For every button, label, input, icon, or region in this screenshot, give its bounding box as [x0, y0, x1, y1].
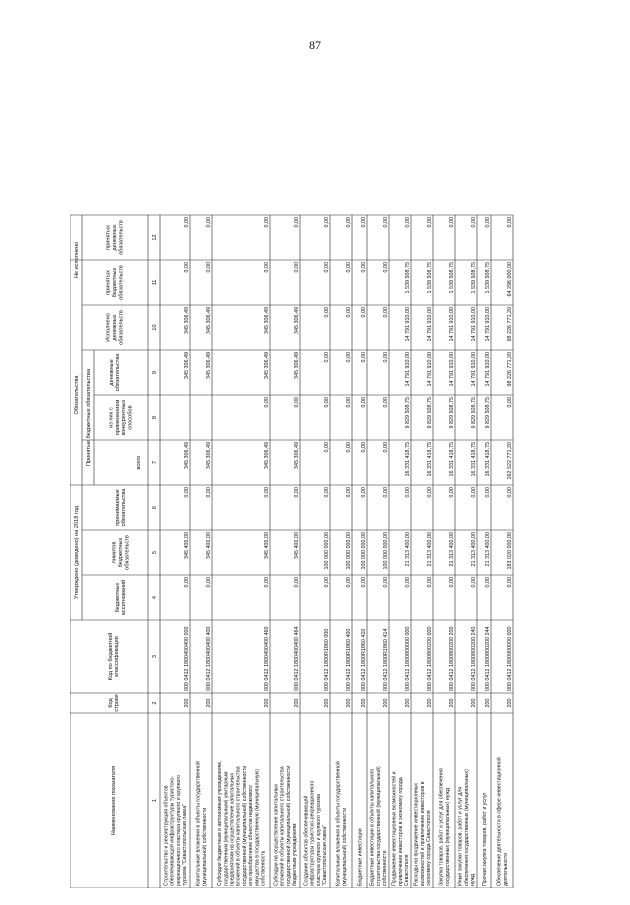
- row-0-name: Строительство и реконструкция объектовобеспечивающей инфраструктуры туристско-рекреационного кластера крупного и крупноготуризма "Севастопольская лавка": [163, 774, 189, 886]
- row-2-c5: 345 400,00: [263, 532, 270, 559]
- group-approved-header: Утверждено (доведено) на 2018 год: [74, 505, 80, 600]
- col-ne-monetary-header: принятыхденежныхобязательств: [105, 220, 125, 255]
- col-total-header: всего: [136, 455, 142, 470]
- column-number-7: 7: [152, 460, 158, 465]
- row-8-c5: 21 313 400,00: [404, 532, 411, 567]
- row-4-line-code: 200: [323, 698, 330, 708]
- row-8-c12: 0,00: [404, 217, 411, 228]
- row-8-c7: 16 331 418,75: [404, 442, 411, 477]
- row-12-c9: 14 791 910,00: [484, 352, 491, 387]
- row-4-budget-code: 000 0412 1800R1860 000: [323, 628, 330, 691]
- row-11-name: Иные закупки товаров, работ и услуг дляобеспечения государственных (муниципальных)нужд: [457, 769, 476, 886]
- col-competitive-header: из них сприменениемконкурентныхспособов: [108, 399, 134, 436]
- row-4-c12: 0,00: [323, 217, 330, 228]
- row-10-c7: 16 331 418,75: [448, 442, 455, 477]
- row-3-c9: 345 306,49: [293, 352, 300, 379]
- row-2-c10: 345 306,49: [263, 307, 270, 334]
- row-13-budget-code: 000 0412 1800900000 000: [506, 626, 513, 691]
- row-7-name: Бюджетные инвестиции в объекты капитальногостроительства государственной (муниципальной)собственности: [369, 766, 388, 886]
- row-7-c12: 0,00: [382, 217, 389, 228]
- row-13-c11: 64 296 000,00: [506, 262, 513, 297]
- row-3-c6: 0,00: [293, 487, 300, 498]
- row-4-c7: 0,00: [323, 442, 330, 453]
- row-5-line-code: 200: [345, 698, 352, 708]
- row-1-budget-code: 000 0412 1800400400 400: [205, 626, 212, 691]
- row-11-c8: 9 829 508,75: [470, 397, 477, 429]
- row-8-c8: 9 829 508,75: [404, 397, 411, 429]
- row-2-name: Субсидии бюджетным и автономным учреждениям,государственным (муниципальным) унитарнымпредприятиям на осуществление капитальныхвложений в объекты капитального строительствагосударственной (муниципальной) собственностиили приобретение объектов недвижимогоимущества в государственную (муниципальную)собственность: [217, 761, 267, 886]
- row-4-c11: 0,00: [323, 262, 330, 273]
- column-number-2: 2: [152, 701, 158, 705]
- row-12-c5: 21 313 400,00: [484, 532, 491, 567]
- row-13-c10: 98 226 771,20: [506, 307, 513, 342]
- row-4-c5: 100 000 000,00: [323, 532, 330, 570]
- row-1-line-code: 200: [205, 698, 212, 708]
- row-5-c7: 0,00: [345, 442, 352, 453]
- row-4-c9: 0,00: [323, 352, 330, 363]
- row-9-c12: 0,00: [426, 217, 433, 228]
- row-0-c4: 0,00: [183, 577, 190, 588]
- row-5-c12: 0,00: [345, 217, 352, 228]
- row-7-c4: 0,00: [382, 577, 389, 588]
- row-13-c4: 0,00: [506, 577, 513, 588]
- column-number-12: 12: [152, 234, 158, 241]
- row-10-c10: 14 791 910,00: [448, 307, 455, 342]
- row-9-c5: 21 313 400,00: [426, 532, 433, 567]
- column-number-6: 6: [152, 505, 158, 510]
- row-12-c11: 1 539 508,75: [484, 262, 491, 294]
- row-3-c11: 0,00: [293, 262, 300, 273]
- row-2-c8: 0,00: [263, 397, 270, 408]
- row-6-line-code: 200: [360, 698, 367, 708]
- row-12-c12: 0,00: [484, 217, 491, 228]
- row-9-c6: 0,00: [426, 487, 433, 498]
- row-4-c6: 0,00: [323, 487, 330, 498]
- row-6-c12: 0,00: [360, 217, 367, 228]
- row-6-c9: 0,00: [360, 352, 367, 363]
- row-11-c4: 0,00: [470, 577, 477, 588]
- row-10-c11: 1 539 508,75: [448, 262, 455, 294]
- row-12-budget-code: 000 0412 1800800200 244: [484, 626, 491, 691]
- report-table-rotated: [70, 68, 550, 888]
- row-8-line-code: 200: [404, 698, 411, 708]
- row-11-budget-code: 000 0412 1800800200 240: [470, 626, 477, 691]
- column-number-8: 8: [152, 415, 158, 420]
- row-6-budget-code: 000 0412 1800R1860 410: [360, 628, 367, 691]
- row-2-line-code: 200: [263, 698, 270, 708]
- row-8-name: Продвижение инвестиционных возможностей ипривлечение инвесторов в экономику городаСевастополя: [391, 771, 410, 886]
- row-11-c11: 1 539 508,75: [470, 262, 477, 294]
- row-9-c10: 14 791 910,00: [426, 307, 433, 342]
- row-11-line-code: 200: [470, 698, 477, 708]
- row-1-c6: 0,00: [205, 487, 212, 498]
- col-code-line-header: Кодстроки: [107, 694, 121, 712]
- row-11-c6: 0,00: [470, 487, 477, 498]
- row-5-c8: 0,00: [345, 397, 352, 408]
- row-12-c4: 0,00: [484, 577, 491, 588]
- row-11-c12: 0,00: [470, 217, 477, 228]
- row-0-c6: 0,00: [183, 487, 190, 498]
- row-6-c8: 0,00: [360, 397, 367, 408]
- row-12-name: Прочая закупка товаров, работ и услуг: [481, 792, 488, 886]
- row-11-c10: 14 791 910,00: [470, 307, 477, 342]
- row-6-c5: 100 000 000,00: [360, 532, 367, 570]
- row-9-c8: 9 829 508,75: [426, 397, 433, 429]
- row-2-c11: 0,00: [263, 262, 270, 273]
- row-5-c11: 0,00: [345, 262, 352, 273]
- group-not-executed-header: Не исполнено: [74, 241, 80, 279]
- row-5-c4: 0,00: [345, 577, 352, 588]
- row-12-c10: 14 791 910,00: [484, 307, 491, 342]
- row-0-line-code: 200: [183, 698, 190, 708]
- row-10-c12: 0,00: [448, 217, 455, 228]
- row-5-c6: 0,00: [345, 487, 352, 498]
- row-5-c10: 0,00: [345, 307, 352, 318]
- row-9-c7: 16 331 418,75: [426, 442, 433, 477]
- row-7-c5: 100 000 000,00: [382, 532, 389, 570]
- row-7-c7: 0,00: [382, 442, 389, 453]
- row-6-name: Бюджетные инвестиции: [357, 828, 364, 886]
- row-13-c8: 0,00: [506, 397, 513, 408]
- row-3-line-code: 200: [293, 698, 300, 708]
- row-3-c10: 345 306,49: [293, 307, 300, 334]
- col-ne-budget-header: принятыхбюджетныхобязательств: [105, 265, 125, 300]
- row-7-c11: 0,00: [382, 262, 389, 273]
- row-2-c12: 0,00: [263, 217, 270, 228]
- row-10-c5: 21 313 400,00: [448, 532, 455, 567]
- row-7-c9: 0,00: [382, 352, 389, 363]
- row-6-c7: 0,00: [360, 442, 367, 453]
- row-7-c6: 0,00: [382, 487, 389, 498]
- row-3-budget-code: 000 0412 1800400400 464: [293, 626, 300, 691]
- row-8-c4: 0,00: [404, 577, 411, 588]
- row-1-c4: 0,00: [205, 577, 212, 588]
- row-0-c12: 0,00: [183, 217, 190, 228]
- column-number-11: 11: [152, 279, 158, 286]
- row-10-c4: 0,00: [448, 577, 455, 588]
- col-accepted-header: принимаемыеобязательства: [114, 488, 128, 527]
- page-number: 87: [309, 38, 321, 52]
- row-5-name: Капитальные вложения в объекты государственной(муниципальной) собственности: [335, 761, 348, 886]
- row-9-name: Расходы на продвижение инвестиционныхвозможностей и привлечение инвесторов вэкономику города Севастополя: [413, 781, 432, 886]
- row-4-c8: 0,00: [323, 397, 330, 408]
- row-0-c10: 345 306,49: [183, 307, 190, 334]
- row-7-line-code: 200: [382, 698, 389, 708]
- row-5-c9: 0,00: [345, 352, 352, 363]
- row-3-c7: 345 306,49: [293, 442, 300, 469]
- col-budget-code-header: Код по бюджетнойклассификации: [107, 632, 121, 681]
- row-1-c10: 345 306,49: [205, 307, 212, 334]
- row-11-c5: 21 313 400,00: [470, 532, 477, 567]
- column-number-10: 10: [152, 324, 158, 331]
- row-10-name: Закупка товаров, работ и услуг для обеспечениягосударственных (муниципальных) нужд: [438, 768, 451, 886]
- row-8-c11: 1 539 508,75: [404, 262, 411, 294]
- row-9-c11: 1 539 508,75: [426, 262, 433, 294]
- row-5-budget-code: 000 0412 1800R1860 400: [345, 628, 352, 691]
- row-10-c6: 0,00: [448, 487, 455, 498]
- row-12-c7: 16 331 418,75: [484, 442, 491, 477]
- row-0-c9: 345 306,49: [183, 352, 190, 379]
- row-8-c6: 0,00: [404, 487, 411, 498]
- col-budget-alloc-header: бюджетныхассигнований: [114, 579, 128, 616]
- group-obligations-header: Обязательства: [74, 375, 80, 415]
- row-7-budget-code: 000 0412 1800R1860 414: [382, 628, 389, 691]
- row-1-c12: 0,00: [205, 217, 212, 228]
- row-10-line-code: 200: [448, 698, 455, 708]
- column-number-4: 4: [152, 595, 158, 600]
- row-13-c5: 183 020 000,00: [506, 532, 513, 570]
- row-1-name: Капитальные вложения в объекты государственной(муниципальной) собственности: [195, 761, 208, 886]
- group-accepted-budget-header: Принятые бюджетные обязательства: [86, 369, 92, 466]
- row-0-c5: 345 400,00: [183, 532, 190, 559]
- row-6-c11: 0,00: [360, 262, 367, 273]
- obligations-table: [70, 68, 550, 888]
- row-12-c8: 9 829 508,75: [484, 397, 491, 429]
- row-0-c11: 0,00: [183, 262, 190, 273]
- row-0-budget-code: 000 0412 1800400400 000: [183, 626, 190, 691]
- row-10-c8: 9 829 508,75: [448, 397, 455, 429]
- row-2-budget-code: 000 0412 1800400400 460: [263, 626, 270, 691]
- row-1-c7: 345 306,49: [205, 442, 212, 469]
- row-4-c4: 0,00: [323, 577, 330, 588]
- row-10-c9: 14 791 910,00: [448, 352, 455, 387]
- col-name-header: Наименование показателя: [111, 765, 117, 836]
- column-number-9: 9: [152, 370, 158, 375]
- row-3-c8: 0,00: [293, 397, 300, 408]
- row-6-c10: 0,00: [360, 307, 367, 318]
- col-monetary-header: денежныеобязательства: [108, 353, 122, 392]
- row-12-line-code: 200: [484, 698, 491, 708]
- row-12-c6: 0,00: [484, 487, 491, 498]
- row-2-c4: 0,00: [263, 577, 270, 588]
- row-6-c4: 0,00: [360, 577, 367, 588]
- row-9-c9: 14 791 910,00: [426, 352, 433, 387]
- column-number-1: 1: [152, 798, 158, 803]
- row-5-c5: 100 000 000,00: [345, 532, 352, 570]
- row-9-line-code: 200: [426, 698, 433, 708]
- row-1-c11: 0,00: [205, 262, 212, 273]
- row-13-line-code: 200: [506, 698, 513, 708]
- row-1-c9: 345 306,49: [205, 352, 212, 379]
- row-3-c4: 0,00: [293, 577, 300, 588]
- column-number-3: 3: [152, 654, 158, 659]
- row-9-c4: 0,00: [426, 577, 433, 588]
- row-2-c9: 345 306,49: [263, 352, 270, 379]
- row-7-c8: 0,00: [382, 397, 389, 408]
- row-8-c10: 14 791 910,00: [404, 307, 411, 342]
- row-4-c10: 0,00: [323, 307, 330, 318]
- row-8-budget-code: 000 0412 1800800000 000: [404, 626, 411, 691]
- row-2-c6: 0,00: [263, 487, 270, 498]
- row-13-name: Обеспечение деятельности в сфере инвестиционнойдеятельности: [496, 757, 509, 886]
- row-9-budget-code: 000 0412 1800800200 000: [426, 626, 433, 691]
- row-0-c7: 345 306,49: [183, 442, 190, 469]
- row-3-c12: 0,00: [293, 217, 300, 228]
- row-3-c5: 345 400,00: [293, 532, 300, 559]
- row-7-c10: 0,00: [382, 307, 389, 318]
- row-11-c7: 16 331 418,75: [470, 442, 477, 477]
- row-1-c5: 345 400,00: [205, 532, 212, 559]
- row-13-c7: 162 522 771,20: [506, 442, 513, 480]
- row-13-c12: 0,00: [506, 217, 513, 228]
- row-8-c9: 14 791 910,00: [404, 352, 411, 387]
- col-executed-header: Исполненоденежныхобязательств: [105, 310, 125, 345]
- col-limits-header: лимитовбюджетныхобязательств: [111, 535, 131, 570]
- row-6-c6: 0,00: [360, 487, 367, 498]
- row-10-budget-code: 000 0412 1800800200 200: [448, 626, 455, 691]
- row-13-c6: 0,00: [506, 487, 513, 498]
- row-2-c7: 345 306,49: [263, 442, 270, 469]
- row-13-c9: 98 226 771,20: [506, 352, 513, 387]
- row-3-name: Субсидии на осуществление капитальныхвложений в объекты капитального строительствагосударственной (муниципальной) собственностибюджетным учреждениям: [273, 765, 299, 886]
- row-11-c9: 14 791 910,00: [470, 352, 477, 387]
- column-number-5: 5: [152, 550, 158, 555]
- row-4-name: Создание объектов обеспечивающейинфраструктуры туристско-рекреационногокластера крупного и крупного туризма"Севастопольская лавка": [303, 780, 329, 886]
